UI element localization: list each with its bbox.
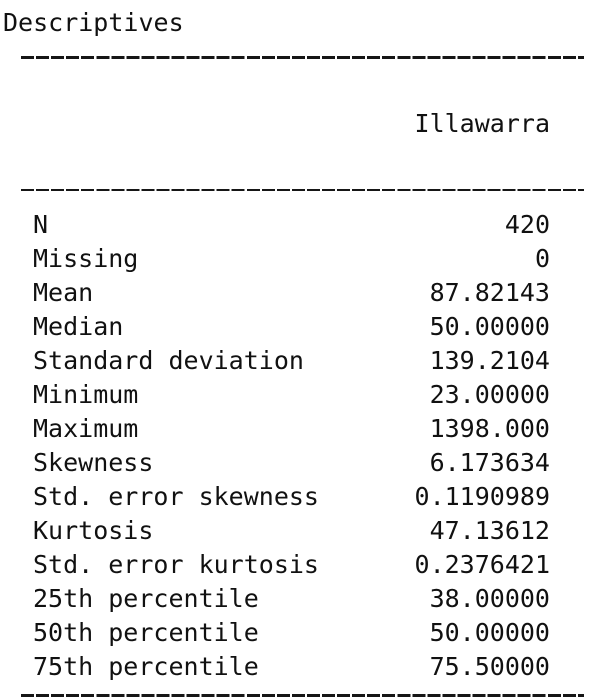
table-row-missing (0, 242, 600, 276)
table-title: Descriptives (3, 8, 184, 37)
table-row-std-error-kurtosis (0, 548, 600, 582)
stat-label: Missing (33, 244, 139, 274)
stat-value: 0 (534, 244, 550, 274)
stat-value: 38.00000 (429, 584, 550, 614)
table-body (0, 208, 600, 684)
stat-label: Kurtosis (33, 516, 154, 546)
table-bottom-rule (21, 694, 584, 697)
stat-value: 50.00000 (429, 312, 550, 342)
column-header-row (0, 59, 600, 189)
stat-label: 75th percentile (33, 652, 259, 682)
stat-value: 1398.000 (429, 414, 550, 444)
table-row-50th-percentile (0, 616, 600, 650)
stat-label: Std. error skewness (33, 482, 319, 512)
stat-value: 0.1190989 (414, 482, 550, 512)
column-header-illawarra: Illawarra (414, 108, 550, 138)
stat-value: 75.50000 (429, 652, 550, 682)
table-row-25th-percentile (0, 582, 600, 616)
table-row-skewness (0, 446, 600, 480)
table-row-kurtosis (0, 514, 600, 548)
table-row-75th-percentile (0, 650, 600, 684)
table-row-maximum (0, 412, 600, 446)
stat-label: Skewness (33, 448, 154, 478)
table-row-standard-deviation (0, 344, 600, 378)
stat-label: Maximum (33, 414, 139, 444)
stat-label: Minimum (33, 380, 139, 410)
table-row-std-error-skewness (0, 480, 600, 514)
stat-label: Std. error kurtosis (33, 550, 319, 580)
table-row-n (0, 208, 600, 242)
stat-label: 50th percentile (33, 618, 259, 648)
stat-label: Standard deviation (33, 346, 304, 376)
stat-value: 0.2376421 (414, 550, 550, 580)
table-row-mean (0, 276, 600, 310)
stat-value: 6.173634 (429, 448, 550, 478)
table-row-median (0, 310, 600, 344)
stat-label: N (33, 210, 49, 240)
stat-value: 50.00000 (429, 618, 550, 648)
stat-value: 47.13612 (429, 516, 550, 546)
stat-value: 23.00000 (429, 380, 550, 410)
stat-value: 420 (504, 210, 550, 240)
stat-label: 25th percentile (33, 584, 259, 614)
stat-label: Mean (33, 278, 94, 308)
stat-label: Median (33, 312, 124, 342)
descriptives-output-panel (0, 6, 600, 682)
table-row-minimum (0, 378, 600, 412)
stat-value: 139.2104 (429, 346, 550, 376)
stat-value: 87.82143 (429, 278, 550, 308)
table-header-rule (21, 189, 584, 192)
